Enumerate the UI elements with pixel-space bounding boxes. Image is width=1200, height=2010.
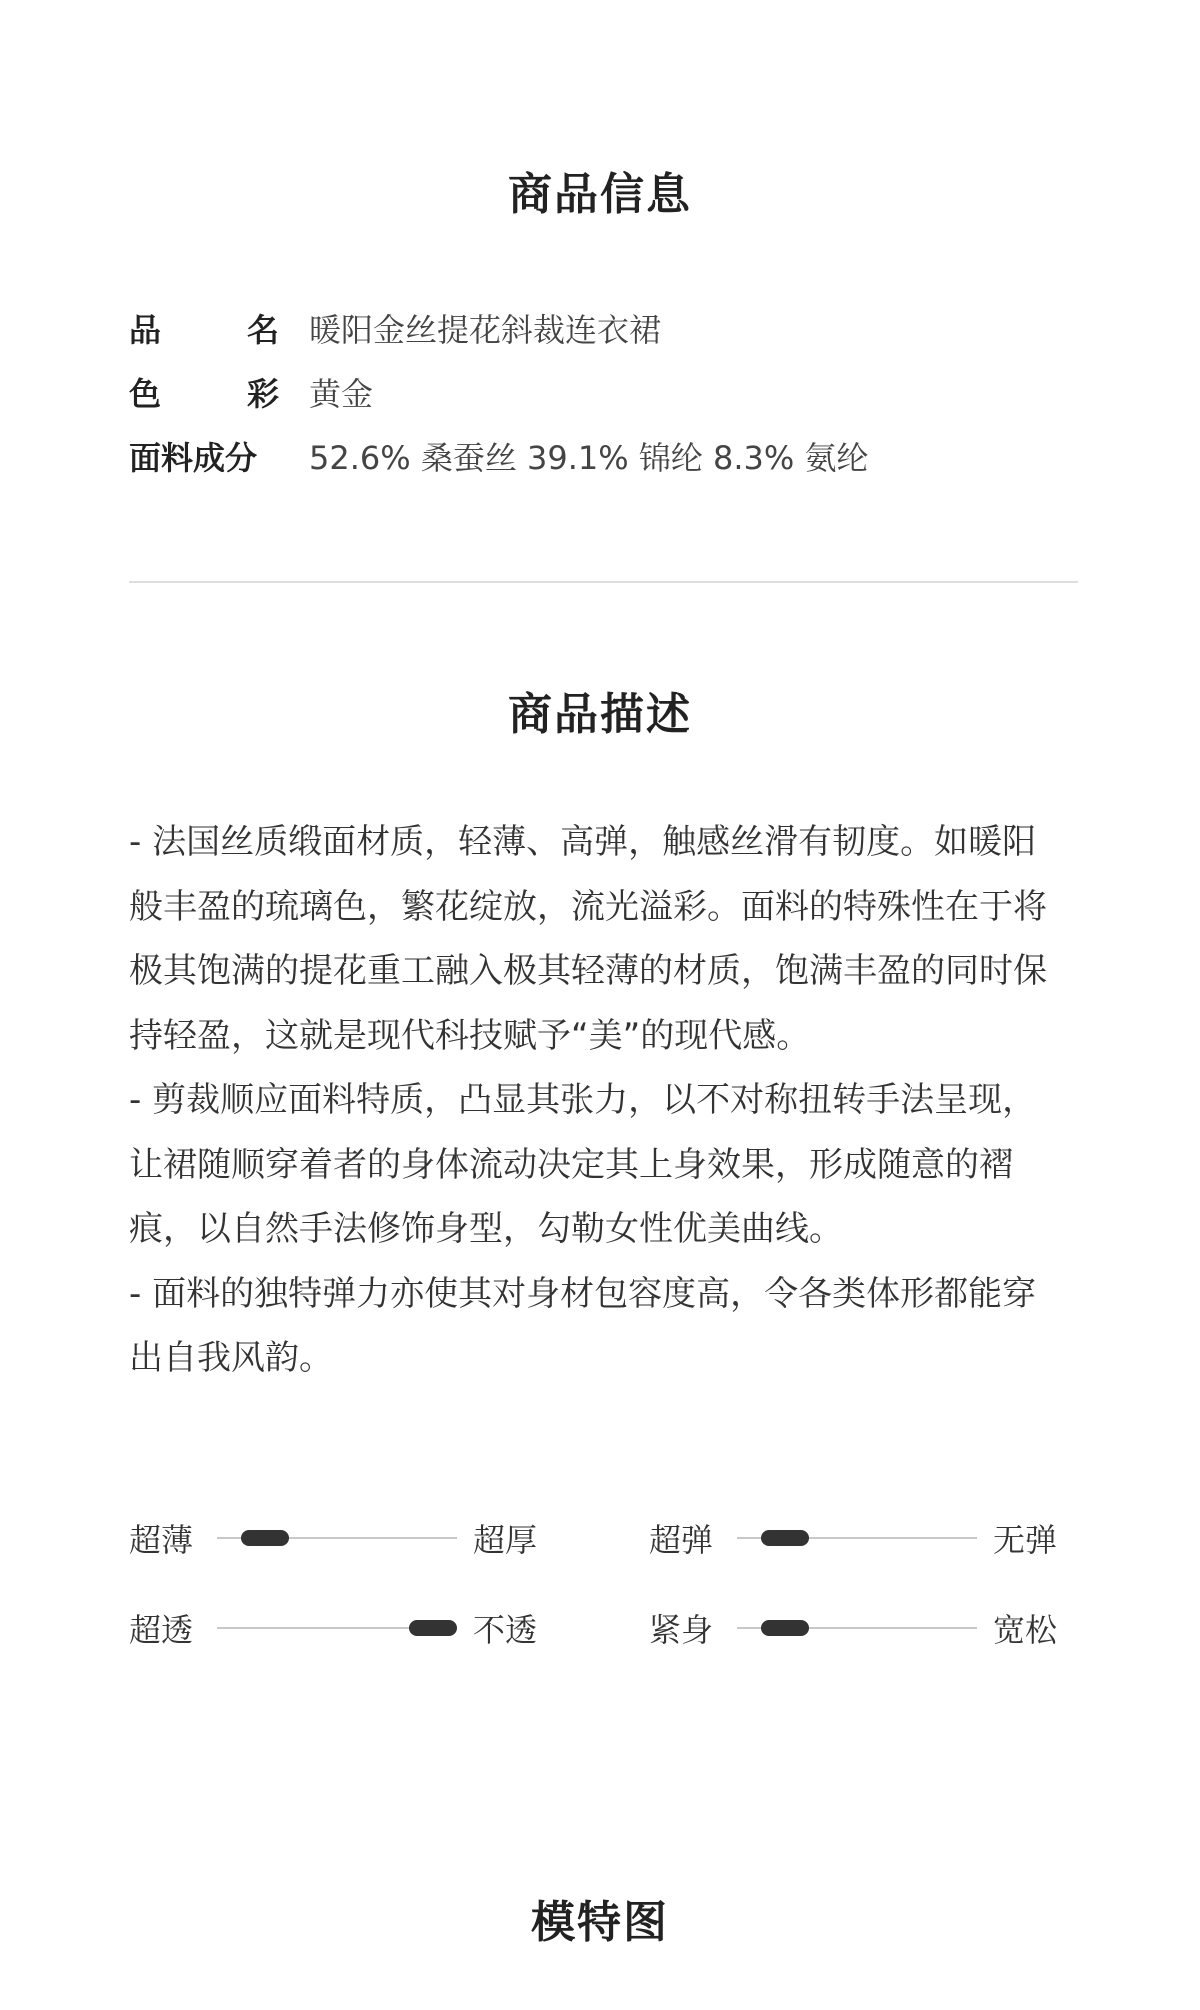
info-row-name	[129, 296, 1089, 360]
info-label-composition	[129, 433, 309, 479]
elasticity-scale	[649, 1508, 1081, 1568]
info-label-color-char1: 色	[129, 375, 162, 413]
product-info-title: 商品信息	[508, 169, 692, 220]
description-paragraph: - 法国丝质缎面材质，轻薄、高弹，触感丝滑有韧度。如暖阳般丰盈的琉璃色，繁花绽放，流光溢彩。面料的特殊性在于将极其饱满的提花重工融入极其轻薄的材质，饱满丰盈的同时保持轻盈，这就是现代科技赋予“美”的现代感。	[129, 822, 1047, 1056]
fit-scale-right-label: 宽松	[993, 1611, 1058, 1649]
elasticity-scale-left-label: 超弹	[649, 1521, 714, 1559]
section-divider	[129, 581, 1078, 583]
product-description-title: 商品描述	[508, 689, 692, 740]
transparency-scale	[129, 1598, 561, 1658]
model-photos-title: 模特图	[531, 1897, 669, 1948]
elasticity-scale-right-label: 无弹	[993, 1521, 1058, 1559]
info-value-color: 黄金	[309, 375, 374, 413]
product-description-body	[129, 810, 1069, 1391]
thickness-scale-indicator	[241, 1530, 289, 1546]
fit-scale-track	[737, 1627, 977, 1629]
thickness-scale-left-label: 超薄	[129, 1521, 194, 1559]
product-info-table	[129, 296, 1089, 488]
info-value-composition: 52.6% 桑蚕丝 39.1% 锦纶 8.3% 氨纶	[309, 439, 869, 477]
thickness-scale-track	[217, 1537, 457, 1539]
description-paragraph: - 剪裁顺应面料特质，凸显其张力，以不对称扭转手法呈现，让裙随顺穿着者的身体流动决定其上身效果，形成随意的褶痕，以自然手法修饰身型，勾勒女性优美曲线。	[129, 1080, 1037, 1249]
transparency-scale-right-label: 不透	[473, 1611, 538, 1649]
info-label-color-char2: 彩	[246, 375, 279, 413]
transparency-scale-track	[217, 1627, 457, 1629]
transparency-scale-left-label: 超透	[129, 1611, 194, 1649]
elasticity-scale-track	[737, 1537, 977, 1539]
info-row-color	[129, 360, 1089, 424]
info-label-name-char1: 品	[129, 311, 162, 349]
elasticity-scale-indicator	[761, 1530, 809, 1546]
description-paragraph: - 面料的独特弹力亦使其对身材包容度高，令各类体形都能穿出自我风韵。	[129, 1273, 1037, 1378]
info-row-composition	[129, 424, 1089, 488]
info-label-name-char2: 名	[246, 311, 279, 349]
fit-scale-indicator	[761, 1620, 809, 1636]
thickness-scale	[129, 1508, 561, 1568]
info-value-name: 暖阳金丝提花斜裁连衣裙	[309, 311, 662, 349]
transparency-scale-indicator	[409, 1620, 457, 1636]
info-label-color	[129, 369, 309, 415]
thickness-scale-right-label: 超厚	[473, 1521, 538, 1559]
fit-scale	[649, 1598, 1081, 1658]
info-label-name	[129, 305, 309, 351]
info-label-composition-text: 面料成分	[129, 439, 258, 477]
fit-scale-left-label: 紧身	[649, 1611, 714, 1649]
